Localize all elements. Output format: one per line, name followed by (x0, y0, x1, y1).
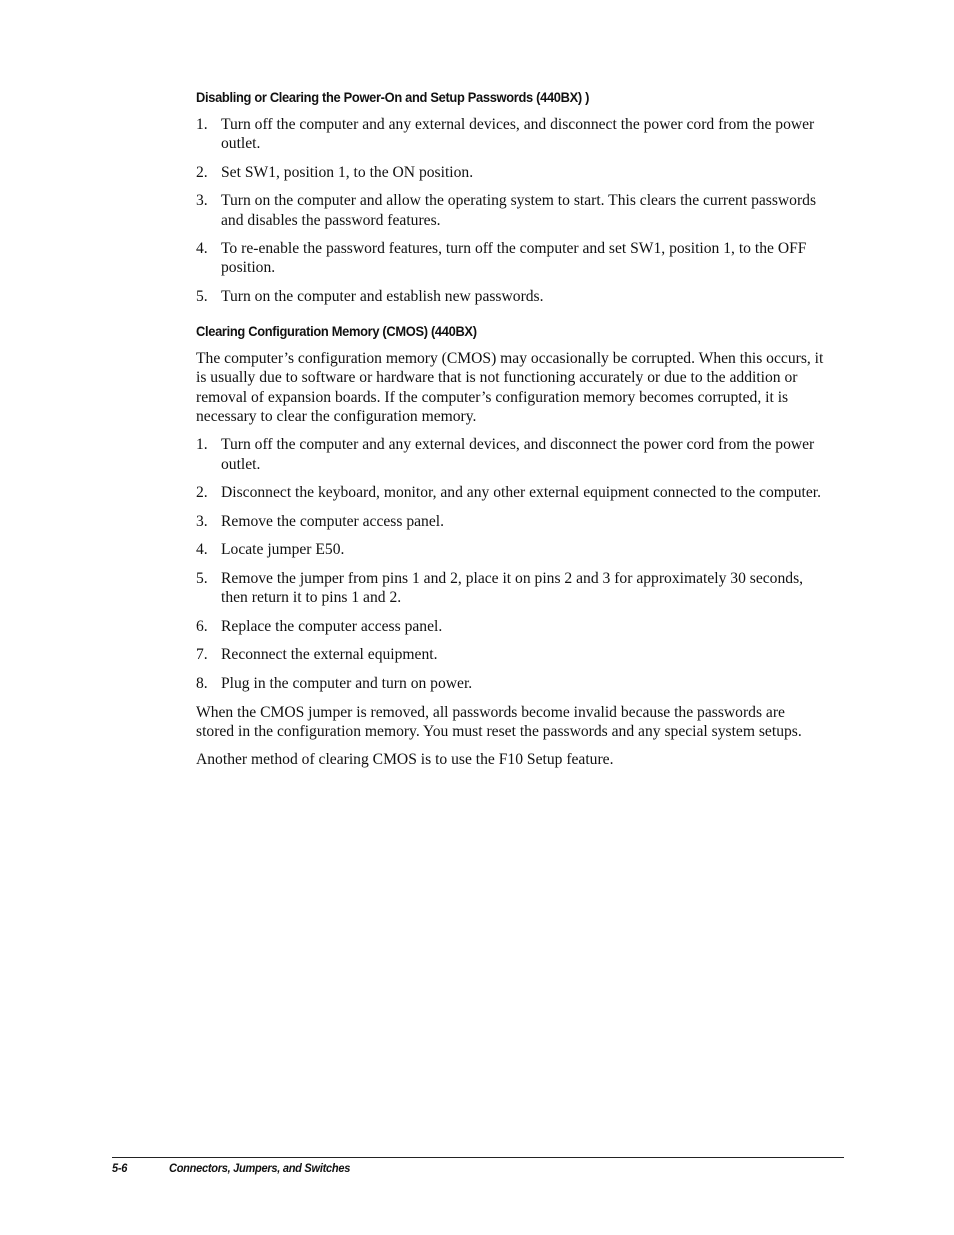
step-text: Locate jumper E50. (221, 541, 345, 559)
list-item (196, 483, 824, 502)
cmos-closing-paragraph: Another method of clearing CMOS is to use the F10 Setup feature. (196, 751, 614, 769)
step-text: Plug in the computer and turn on power. (221, 674, 473, 692)
step-text: To re-enable the password features, turn off the computer and set SW1, position 1, to the OFF position. (221, 240, 807, 277)
list-item (196, 617, 824, 636)
step-number: 3. (196, 192, 208, 210)
step-number: 2. (196, 163, 208, 181)
list-item (196, 191, 824, 229)
list-item (196, 239, 824, 277)
page-content (196, 88, 824, 779)
step-text: Turn on the computer and allow the operating system to start. This clears the current passwords and disables the password features. (221, 192, 817, 229)
step-text: Set SW1, position 1, to the ON position. (221, 163, 474, 181)
step-text: Remove the computer access panel. (221, 512, 444, 530)
list-item (196, 163, 824, 182)
step-number: 7. (196, 646, 208, 664)
password-steps-list (196, 115, 824, 306)
step-text: Reconnect the external equipment. (221, 646, 438, 664)
list-item (196, 540, 824, 559)
list-item (196, 674, 824, 693)
step-number: 6. (196, 617, 208, 635)
cmos-steps-list (196, 435, 824, 693)
list-item (196, 287, 824, 306)
list-item (196, 435, 824, 473)
list-item (196, 645, 824, 664)
list-item (196, 569, 824, 607)
step-text: Remove the jumper from pins 1 and 2, place it on pins 2 and 3 for approximately 30 seconds, then return it to pins 1 and 2. (221, 569, 804, 607)
list-item (196, 512, 824, 531)
step-number: 5. (196, 287, 208, 305)
step-text: Disconnect the keyboard, monitor, and any other external equipment connected to the computer. (221, 484, 821, 502)
step-text: Turn off the computer and any external devices, and disconnect the power cord from the power outlet. (221, 436, 815, 473)
step-text: Replace the computer access panel. (221, 617, 443, 635)
footer-section-title: Connectors, Jumpers, and Switches (169, 1161, 351, 1175)
step-number: 5. (196, 569, 208, 587)
step-number: 2. (196, 484, 208, 502)
cmos-intro-paragraph: The computer’s configuration memory (CMOS) may occasionally be corrupted. When this occurs, it is usually due to software or hardware that is not functioning accurately or due to the addition or removal of expansion boards. If the computer’s configuration memory becomes corrupted, it is necessary to clear the configuration memory. (196, 350, 824, 425)
footer-divider (112, 1157, 844, 1158)
section-heading-passwords: Disabling or Clearing the Power-On and Setup Passwords (440BX) ) (196, 89, 590, 105)
step-number: 1. (196, 116, 208, 133)
step-number: 4. (196, 240, 208, 258)
cmos-note-paragraph: When the CMOS jumper is removed, all passwords become invalid because the passwords are stored in the configuration memory. You must reset the passwords and any special system setups. (196, 703, 802, 740)
list-item (196, 115, 824, 153)
step-number: 8. (196, 674, 208, 692)
step-number: 4. (196, 541, 208, 559)
step-number: 1. (196, 436, 208, 454)
step-text: Turn on the computer and establish new passwords. (221, 287, 544, 305)
step-number: 3. (196, 512, 208, 530)
step-text: Turn off the computer and any external devices, and disconnect the power cord from the power outlet. (221, 116, 815, 153)
page-number: 5-6 (112, 1161, 128, 1175)
section-heading-cmos: Clearing Configuration Memory (CMOS) (440BX) (196, 323, 477, 340)
